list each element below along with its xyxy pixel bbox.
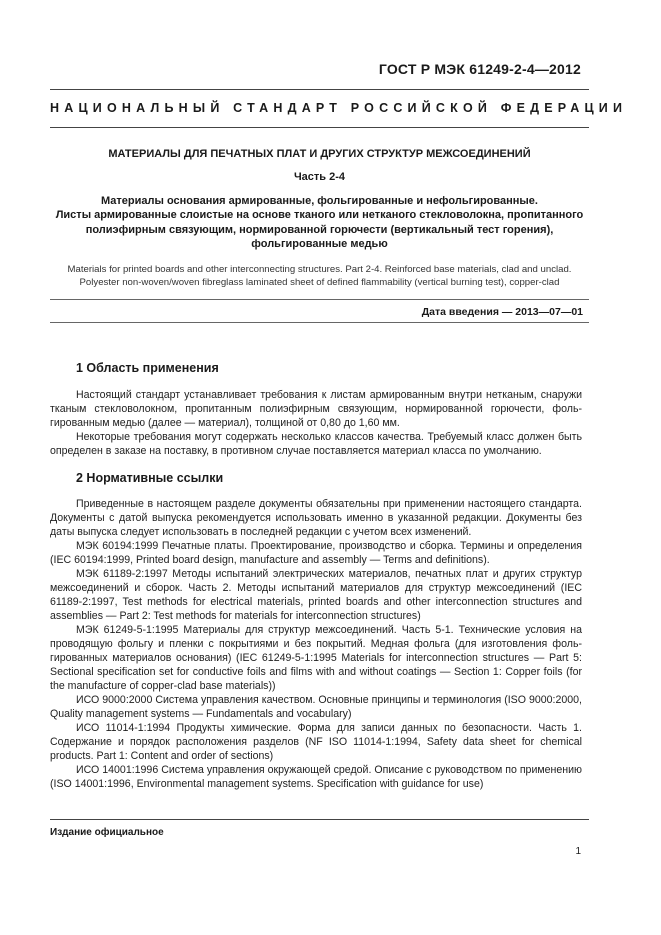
subtitle-line: Листы армированные слоистые на основе тканого или нетканого стекловолокна, пропитанного xyxy=(55,209,584,222)
reference-item: ИСО 9000:2000 Система управления качеством. Основные принципы и терминология (ISO 9000:2000, Quality management systems — Fundamentals and vocabulary) xyxy=(50,694,582,720)
reference-item: ИСО 11014-1:1994 Продукты химические. Форма для записи данных по безопасности. Часть 1. Содержание и порядок расположения разделов (NF ISO 11014-1:1994, Safety data sheet for chemical products. Part 1: Content and order of sections) xyxy=(50,722,582,762)
subtitle-line: Материалы основания армированные, фольгированные и нефольгированные. xyxy=(101,195,538,207)
standard-code: ГОСТ Р МЭК 61249-2-4—2012 xyxy=(378,61,581,77)
section-heading-scope: 1 Область применения xyxy=(76,361,219,375)
reference-item: МЭК 60194:1999 Печатные платы. Проектирование, производство и сборка. Термины и определения (IEC 60194:1999, Printed board design, manufacture and assembly — Terms and definitions). xyxy=(50,540,582,566)
footer-rule xyxy=(50,819,589,820)
english-title xyxy=(46,263,593,289)
subtitle-line: полиэфирным связующим, нормированной горючести (вертикальный тест горения), xyxy=(85,223,554,236)
document-subtitle xyxy=(50,194,589,252)
document-part: Часть 2-4 xyxy=(293,171,346,183)
section-body-scope xyxy=(50,388,582,458)
title-rule xyxy=(50,299,589,300)
date-rule xyxy=(50,322,589,323)
reference-item: ИСО 14001:1996 Система управления окружающей средой. Описание с руководством по применению (ISO 14001:1996, Environmental management systems. Specification with guidance for use) xyxy=(50,764,582,790)
paragraph: Настоящий стандарт устанавливает требования к листам армированным внутри нетканым, снаружи тканым стекловолокном, пропитанным полиэфирным связующим, нормированной горючести, фольгированным медью (далее — материал), толщиной от 0,80 до 1,60 мм. xyxy=(50,389,582,429)
section-heading-references: 2 Нормативные ссылки xyxy=(76,471,224,485)
reference-item: МЭК 61189-2:1997 Методы испытаний электрических материалов, печатных плат и других структур межсоединений и сборок. Часть 2. Методы испытаний материалов для структур межсоединений (IEC 61189-2:1997, Test methods for electrical materials, printed boards and other interconnection structures and assemblies — Part 2: Test methods for materials for interconnection structures) xyxy=(50,568,582,622)
english-title-line: Materials for printed boards and other interconnecting structures. Part 2-4. Reinforced base materials, clad and unclad. xyxy=(67,264,572,275)
header-rule-bottom xyxy=(50,127,589,128)
paragraph: Приведенные в настоящем разделе документы обязательны при применении настоящего стандарта. Документы с датой выпуска рекомендуется использовать именно в указанной редакции. Документы без даты выпуска следует использовать в последней редакции с учетом всех изменений. xyxy=(50,498,582,538)
introduction-date: Дата введения — 2013—07—01 xyxy=(421,306,583,318)
reference-item: МЭК 61249-5-1:1995 Материалы для структур межсоединений. Часть 5-1. Технические условия на проводящую фольгу и пленки с покрытиями и без покрытий. Медная фольга (для изготовления фольгированных материалов основания) (IEC 61249-5-1:1995 Materials for interconnection structures — Part 5: Sectional specification set for conductive foils and films with and without coatings — Section 1: Copper foils (for the manufacture of copper-clad base materials)) xyxy=(50,624,582,692)
paragraph: Некоторые требования могут содержать несколько классов качества. Требуемый класс должен быть определен в заказе на поставку, в противном случае поставляется материал класса по умолчанию. xyxy=(50,431,582,457)
subtitle-line: фольгированные медью xyxy=(251,238,388,251)
english-title-line: Polyester non-woven/woven fibreglass laminated sheet of defined flammability (vertical burning test), copper-clad xyxy=(79,277,560,289)
national-standard-banner: НАЦИОНАЛЬНЫЙ СТАНДАРТ РОССИЙСКОЙ ФЕДЕРАЦИИ xyxy=(50,101,628,115)
page-number: 1 xyxy=(575,846,581,857)
document-main-title: МАТЕРИАЛЫ ДЛЯ ПЕЧАТНЫХ ПЛАТ И ДРУГИХ СТРУКТУР МЕЖСОЕДИНЕНИЙ xyxy=(108,148,531,160)
header-rule-top xyxy=(50,89,589,90)
official-edition-label: Издание официальное xyxy=(50,827,164,838)
section-body-references xyxy=(50,497,582,791)
